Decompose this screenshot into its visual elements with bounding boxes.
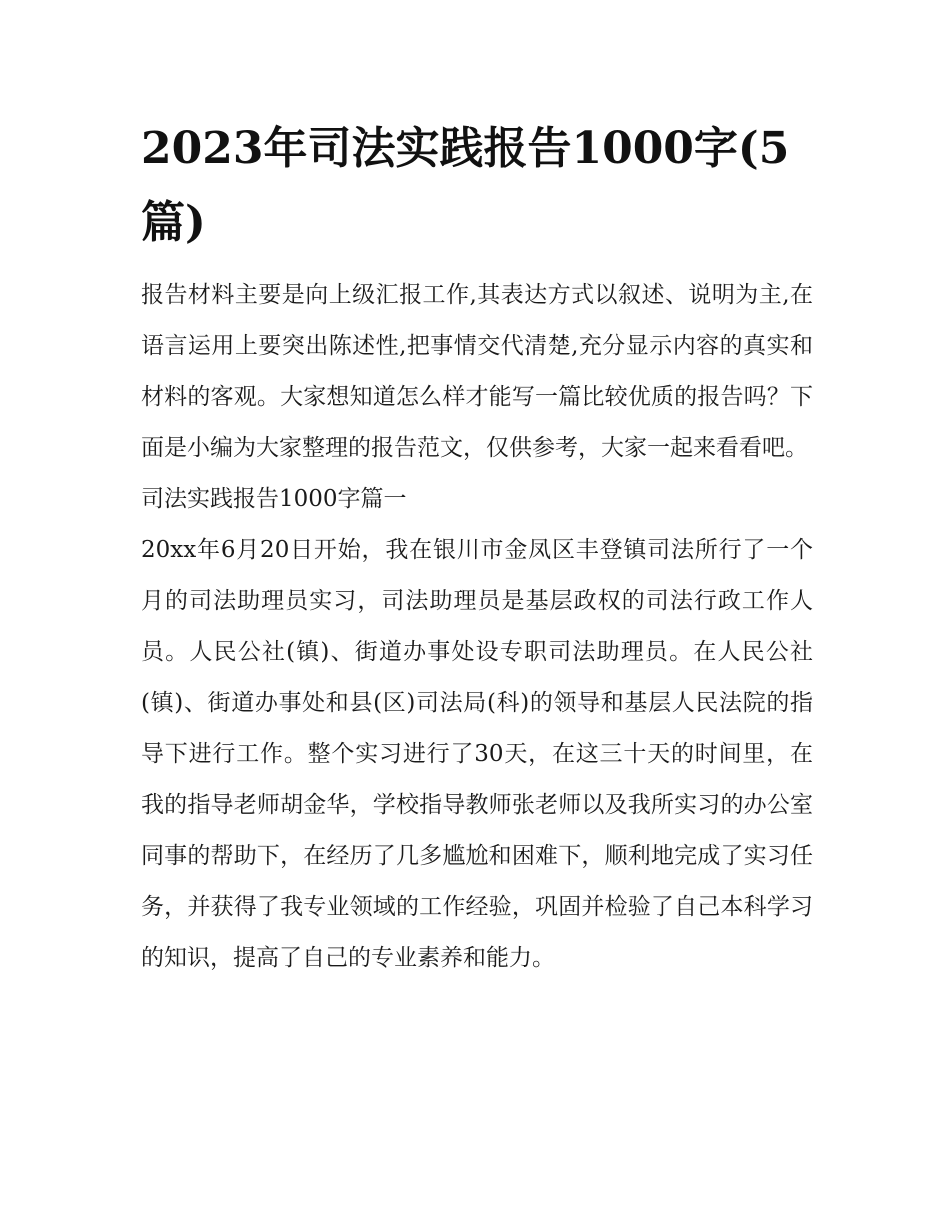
section-heading: 司法实践报告1000字篇一 <box>141 486 407 512</box>
body-paragraph: 20xx年6月20日开始，我在银川市金凤区丰登镇司法所行了一个月的司法助理员实习，司法助理员是基层政权的司法行政工作人员。人民公社(镇)、街道办事处设专职司法助理员。在人民公社(镇)、街道办事处和县(区)司法局(科)的领导和基层人民法院的指导下进行工作。整个实习进行了30天，在这三十天的时间里，在我的指导老师胡金华，学校指导教师张老师以及我所实习的办公室同事的帮助下，在经历了几多尴尬和困难下，顺利地完成了实习任务，并获得了我专业领域的工作经验，巩固并检验了自己本科学习的知识，提高了自己的专业素养和能力。 <box>141 537 813 971</box>
document-title: 2023年司法实践报告1000字(5篇) <box>141 123 790 248</box>
intro-paragraph: 报告材料主要是向上级汇报工作,其表达方式以叙述、说明为主,在语言运用上要突出陈述性,把事情交代清楚,充分显示内容的真实和材料的客观。大家想知道怎么样才能写一篇比较优质的报告吗？下面是小编为大家整理的报告范文，仅供参考，大家一起来看看吧。 <box>141 282 813 461</box>
document-content <box>141 112 813 984</box>
